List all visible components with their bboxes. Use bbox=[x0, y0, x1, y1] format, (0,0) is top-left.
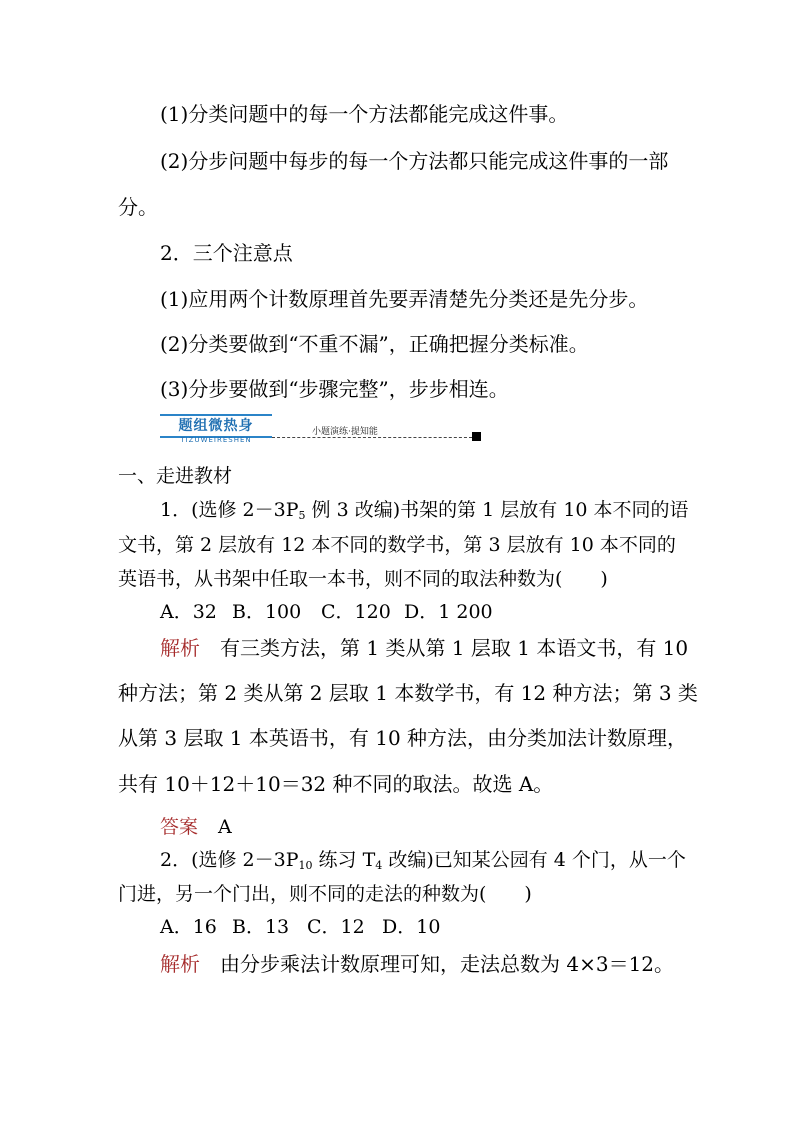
q2-option-c: C．12 bbox=[307, 916, 365, 938]
part-heading: 一、走进教材 bbox=[118, 465, 233, 487]
q2-option-b: B．13 bbox=[232, 916, 290, 938]
q1-line-1 bbox=[160, 497, 689, 523]
banner-end-square bbox=[472, 432, 481, 441]
q2-option-d: D．10 bbox=[382, 916, 441, 938]
q1-line-1-pre: 1．(选修 2－3P bbox=[160, 499, 299, 521]
banner-title: 题组微热身 bbox=[160, 414, 272, 438]
q1-options bbox=[160, 599, 493, 625]
banner-subtitle: 小题演练·提知能 bbox=[312, 427, 378, 437]
q2-line-1 bbox=[160, 847, 686, 873]
q1-analysis-line-4: 共有 10＋12＋10＝32 种不同的取法。故选 A。 bbox=[118, 772, 554, 796]
q1-analysis-line-1: 有三类方法，第 1 类从第 1 层取 1 本语文书，有 10 bbox=[220, 636, 689, 660]
q2-line-1-sub2: 4 bbox=[375, 859, 383, 872]
heading-three-notes: 2．三个注意点 bbox=[160, 241, 293, 265]
note-2: (2)分类要做到“不重不漏”，正确把握分类标准。 bbox=[160, 332, 589, 356]
note-3: (3)分步要做到“步骤完整”，步步相连。 bbox=[160, 377, 509, 401]
q1-line-3: 英语书，从书架中任取一本书，则不同的取法种数为( ) bbox=[118, 568, 608, 590]
q2-line-1-pre: 2．(选修 2－3P bbox=[160, 849, 299, 871]
q1-answer: A bbox=[218, 816, 232, 838]
q1-option-b: B．100 bbox=[232, 601, 302, 623]
q1-line-1-post: 例 3 改编)书架的第 1 层放有 10 本不同的语 bbox=[305, 499, 689, 521]
q1-option-c: C．120 bbox=[321, 601, 391, 623]
q2-option-a: A．16 bbox=[160, 916, 217, 938]
q2-analysis-label: 解析 bbox=[160, 952, 200, 976]
q1-analysis-label: 解析 bbox=[160, 636, 200, 660]
q2-line-1-sub: 10 bbox=[298, 859, 313, 872]
q1-analysis-line-2: 种方法；第 2 类从第 2 层取 1 本数学书，有 12 种方法；第 3 类 bbox=[118, 681, 698, 705]
banner-dashed-rule bbox=[272, 437, 472, 438]
section-banner bbox=[160, 412, 485, 452]
q1-line-1-sub: 5 bbox=[298, 509, 306, 522]
q1-option-a: A．32 bbox=[160, 601, 217, 623]
q1-option-d: D．1 200 bbox=[404, 601, 493, 623]
q2-line-2: 门进，另一个门出，则不同的走法的种数为( ) bbox=[118, 883, 532, 905]
q2-analysis: 由分步乘法计数原理可知，走法总数为 4×3＝12。 bbox=[220, 952, 675, 976]
q2-line-1-post: 改编)已知某公园有 4 个门，从一个 bbox=[382, 849, 686, 871]
q1-answer-label: 答案 bbox=[160, 816, 199, 838]
q1-line-2: 文书，第 2 层放有 12 本不同的数学书，第 3 层放有 10 本不同的 bbox=[118, 534, 676, 556]
banner-pinyin: TIZUWEIRESHEN bbox=[180, 436, 252, 444]
point-1: (1)分类问题中的每一个方法都能完成这件事。 bbox=[160, 102, 569, 126]
point-2: (2)分步问题中每步的每一个方法都只能完成这件事的一部 bbox=[160, 149, 669, 173]
q2-options bbox=[160, 914, 440, 940]
point-2-continued: 分。 bbox=[118, 195, 158, 219]
q2-line-1-mid: 练习 T bbox=[312, 849, 376, 871]
q1-analysis-line-3: 从第 3 层取 1 本英语书，有 10 种方法，由分类加法计数原理， bbox=[118, 726, 688, 750]
note-1: (1)应用两个计数原理首先要弄清楚先分类还是先分步。 bbox=[160, 287, 649, 311]
